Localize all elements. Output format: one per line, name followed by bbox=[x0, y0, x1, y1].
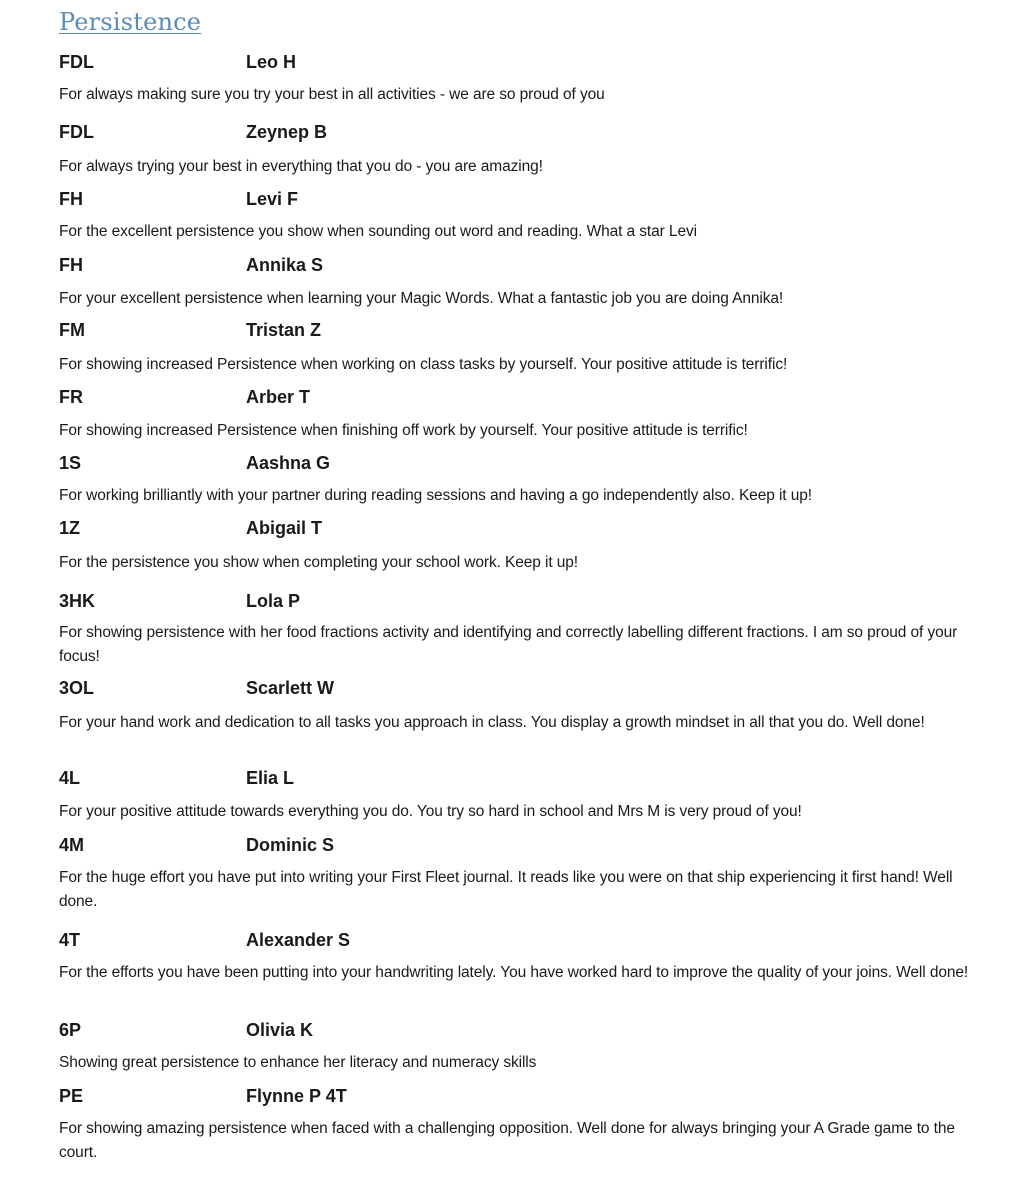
award-comment: For the huge effort you have put into writing your First Fleet journal. It reads like you were on that ship experiencing it first hand! Well done. bbox=[59, 869, 953, 910]
entry-header bbox=[0, 122, 1027, 146]
entry-header bbox=[0, 453, 1027, 477]
class-code: FH bbox=[59, 255, 83, 275]
entry-header bbox=[0, 768, 1027, 792]
award-comment: For the excellent persistence you show when sounding out word and reading. What a star Levi bbox=[59, 223, 697, 240]
class-code: 1S bbox=[59, 453, 82, 473]
class-code: 3OL bbox=[59, 678, 95, 698]
entry-header bbox=[0, 189, 1027, 213]
entry-header bbox=[0, 387, 1027, 411]
class-code: 4L bbox=[59, 768, 81, 788]
entry-header bbox=[0, 930, 1027, 954]
award-comment: For your hand work and dedication to all tasks you approach in class. You display a growth mindset in all that you do. Well done! bbox=[59, 714, 925, 731]
student-name: Arber T bbox=[246, 387, 311, 407]
class-code: 6P bbox=[59, 1020, 82, 1040]
student-name: Aashna G bbox=[246, 453, 331, 473]
award-comment: For working brilliantly with your partner during reading sessions and having a go independently also. Keep it up! bbox=[59, 487, 812, 504]
entry-header bbox=[0, 835, 1027, 859]
award-comment: For your excellent persistence when learning your Magic Words. What a fantastic job you are doing Annika! bbox=[59, 290, 784, 307]
award-comment: For always trying your best in everything that you do - you are amazing! bbox=[59, 158, 543, 175]
class-code: FDL bbox=[59, 52, 94, 72]
entry-header bbox=[0, 1086, 1027, 1110]
class-code: PE bbox=[59, 1086, 84, 1106]
student-name: Annika S bbox=[246, 255, 324, 275]
class-code: FM bbox=[59, 320, 85, 340]
award-comment: For showing increased Persistence when working on class tasks by yourself. Your positive attitude is terrific! bbox=[59, 356, 788, 373]
student-name: Lola P bbox=[246, 591, 301, 611]
student-name: Zeynep B bbox=[246, 122, 328, 142]
student-name: Alexander S bbox=[246, 930, 351, 950]
class-code: FR bbox=[59, 387, 83, 407]
entry-header bbox=[0, 255, 1027, 279]
award-comment: For the persistence you show when completing your school work. Keep it up! bbox=[59, 554, 579, 571]
class-code: FDL bbox=[59, 122, 94, 142]
class-code: 3HK bbox=[59, 591, 96, 611]
award-comment: For showing increased Persistence when finishing off work by yourself. Your positive attitude is terrific! bbox=[59, 422, 748, 439]
student-name: Leo H bbox=[246, 52, 297, 72]
entry-header bbox=[0, 591, 1027, 615]
entry-header bbox=[0, 518, 1027, 542]
student-name: Abigail T bbox=[246, 518, 322, 538]
entry-header bbox=[0, 52, 1027, 76]
document-title: Persistence bbox=[59, 8, 202, 36]
student-name: Levi F bbox=[246, 189, 299, 209]
entry-header bbox=[0, 678, 1027, 702]
student-name: Flynne P 4T bbox=[246, 1086, 347, 1106]
student-name: Scarlett W bbox=[246, 678, 335, 698]
award-comment: Showing great persistence to enhance her literacy and numeracy skills bbox=[59, 1054, 537, 1071]
entry-header bbox=[0, 320, 1027, 344]
student-name: Elia L bbox=[246, 768, 295, 788]
class-code: 4T bbox=[59, 930, 81, 950]
student-name: Tristan Z bbox=[246, 320, 322, 340]
award-comment: For showing amazing persistence when faced with a challenging opposition. Well done for always bringing your A Grade game to the court. bbox=[59, 1120, 955, 1161]
class-code: FH bbox=[59, 189, 83, 209]
award-comment: For showing persistence with her food fractions activity and identifying and correctly labelling different fractions. I am so proud of your focus! bbox=[59, 624, 958, 665]
award-comment: For the efforts you have been putting into your handwriting lately. You have worked hard to improve the quality of your joins. Well done! bbox=[59, 964, 969, 981]
award-comment: For always making sure you try your best in all activities - we are so proud of you bbox=[59, 86, 605, 103]
award-comment: For your positive attitude towards everything you do. You try so hard in school and Mrs M is very proud of you! bbox=[59, 803, 802, 820]
student-name: Dominic S bbox=[246, 835, 335, 855]
class-code: 1Z bbox=[59, 518, 81, 538]
entry-header bbox=[0, 1020, 1027, 1044]
class-code: 4M bbox=[59, 835, 85, 855]
student-name: Olivia K bbox=[246, 1020, 314, 1040]
